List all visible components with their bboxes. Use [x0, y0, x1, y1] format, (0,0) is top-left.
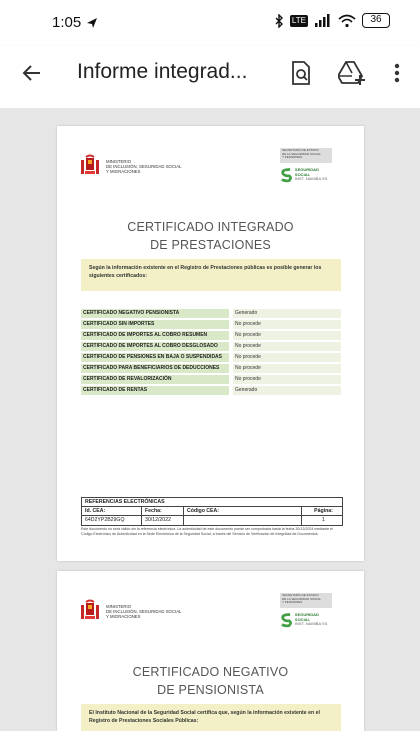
- certificate-name: CERTIFICADO DE PENSIONES EN BAJA O SUSPENDIDAS: [81, 353, 229, 362]
- status-time: 1:05: [52, 14, 82, 31]
- page-number-value: 1: [322, 517, 325, 523]
- intro-text: Según la información existente en el Registro de Prestaciones públicas es posible generar los siguientes certificados:: [81, 259, 341, 291]
- coat-of-arms-icon: [79, 154, 101, 178]
- ministry-header: [79, 154, 181, 178]
- coat-of-arms-icon: [79, 599, 101, 623]
- certificate-name: CERTIFICADO NEGATIVO PENSIONISTA: [81, 309, 229, 318]
- seguridad-social-logo: SEGURIDAD SOCIAL INST. NAMIBA SS: [280, 167, 332, 183]
- social-security-header: [280, 593, 332, 628]
- certificate-status: Generado: [233, 386, 341, 395]
- ministry-header: [79, 599, 181, 623]
- page-title: CERTIFICADO NEGATIVO DE PENSIONISTA: [132, 665, 289, 697]
- electronic-references-table: [81, 497, 343, 526]
- search-document-button[interactable]: [284, 56, 318, 90]
- certificate-status: No procede: [233, 375, 341, 384]
- certificate-row: [81, 375, 341, 384]
- certificates-table: [81, 309, 341, 397]
- ministry-name: MINISTERIO DE INCLUSIÓN, SEGURIDAD SOCIAL Y MIGRACIONES: [106, 159, 182, 174]
- search-document-icon: [290, 61, 312, 85]
- certificate-name: CERTIFICADO DE IMPORTES AL COBRO DESGLOSADO: [81, 342, 229, 351]
- page-title: CERTIFICADO INTEGRADO DE PRESTACIONES: [127, 220, 294, 252]
- date-value: 30/12/2022: [142, 516, 184, 525]
- certificate-row: [81, 309, 341, 318]
- certificate-status: No procede: [233, 353, 341, 362]
- certificate-status: No procede: [233, 342, 341, 351]
- document-title: Informe integrad...: [77, 60, 248, 83]
- secretaria-label: SECRETARÍA DE ESTADO DE LA SEGURIDAD SOCIAL Y PENSIONES: [280, 593, 332, 608]
- seguridad-social-icon: [280, 612, 293, 628]
- certificate-row: [81, 364, 341, 373]
- app-bar: [0, 46, 420, 108]
- certificate-name: CERTIFICADO DE IMPORTES AL COBRO RESUMEN: [81, 331, 229, 340]
- signal-icon: [314, 14, 332, 27]
- certificate-row: [81, 386, 341, 395]
- secretaria-label: SECRETARÍA DE ESTADO DE LA SEGURIDAD SOCIAL Y PENSIONES: [280, 148, 332, 163]
- more-options-button[interactable]: [380, 56, 414, 90]
- certificate-status: Generado: [233, 309, 341, 318]
- network-type-badge: LTE: [291, 15, 306, 25]
- send-icon: [86, 17, 98, 29]
- back-button[interactable]: [14, 56, 48, 90]
- certificate-row: [81, 353, 341, 362]
- validity-note: Este documento no será válido sin la referencia electrónica. La autenticidad de este documento puede ser comprobada hasta la fecha 30/12/2024 mediante el Código Electrónico de Autenticidad en la Sede Electrónica de la Seguridad Social, a través del Servicio de Verificación de Integridad de Documentos.: [81, 527, 333, 536]
- document-page-2: [57, 571, 364, 731]
- certificate-row: [81, 331, 341, 340]
- add-to-drive-icon: [338, 61, 366, 85]
- certificate-row: [81, 320, 341, 329]
- add-to-drive-button[interactable]: [335, 56, 369, 90]
- more-vert-icon: [394, 63, 400, 83]
- seguridad-social-logo: SEGURIDAD SOCIAL INST. NAMIBA SS: [280, 612, 332, 628]
- wifi-icon: [338, 14, 356, 28]
- document-page-1: [57, 126, 364, 561]
- certificate-status: No procede: [233, 331, 341, 340]
- certificate-row: [81, 342, 341, 351]
- seguridad-social-icon: [280, 167, 293, 183]
- refs-value-row: [82, 516, 342, 525]
- back-arrow-icon: [20, 62, 42, 84]
- bluetooth-icon: [274, 14, 284, 28]
- intro-text: El Instituto Nacional de la Seguridad Social certifica que, según la información existente en el Registro de Prestaciones Sociales Públicas:: [81, 704, 341, 731]
- certificate-status: No procede: [233, 320, 341, 329]
- cea-code-value: [184, 516, 302, 525]
- certificate-name: CERTIFICADO DE RENTAS: [81, 386, 229, 395]
- document-viewer[interactable]: [0, 108, 420, 731]
- battery-icon: 36: [362, 13, 390, 28]
- certificate-name: CERTIFICADO DE REVALORIZACIÓN: [81, 375, 229, 384]
- refs-heading: REFERENCIAS ELECTRÓNICAS: [82, 498, 342, 507]
- certificate-name: CERTIFICADO SIN IMPORTES: [81, 320, 229, 329]
- id-cea-value: 64D2YP2B29GQ: [82, 516, 142, 525]
- ministry-name: MINISTERIO DE INCLUSIÓN, SEGURIDAD SOCIAL Y MIGRACIONES: [106, 604, 182, 619]
- status-icons: [274, 13, 390, 28]
- certificate-status: No procede: [233, 364, 341, 373]
- social-security-header: [280, 148, 332, 183]
- refs-header-row: Id. CEA: Fecha: Código CEA: Página:: [82, 507, 342, 516]
- status-bar: [0, 0, 420, 46]
- certificate-name: CERTIFICADO PARA BENEFICIARIOS DE DEDUCCIONES: [81, 364, 229, 373]
